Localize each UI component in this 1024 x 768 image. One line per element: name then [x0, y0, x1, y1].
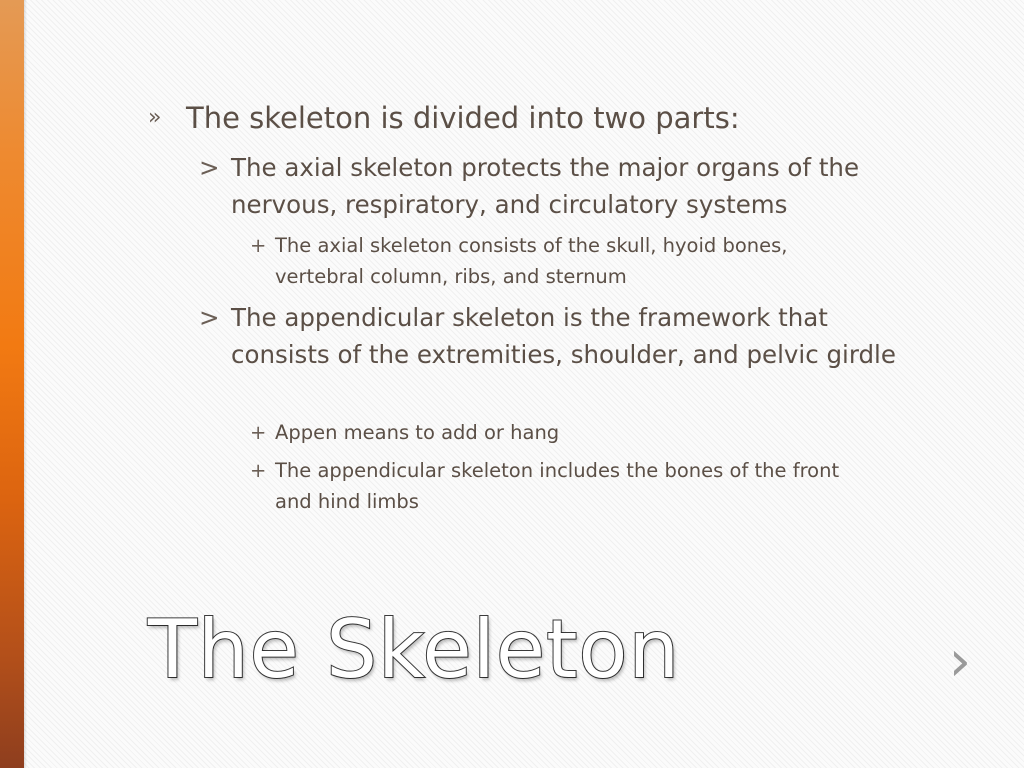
- bullet-text: The appendicular skeleton is the framework that consists of the extremities, shoulder, and pelvic girdle: [231, 303, 896, 369]
- bullet-marker: +: [250, 234, 267, 257]
- bullet-text: The skeleton is divided into two parts:: [186, 101, 740, 135]
- bullet-level3-appen-meaning: [250, 417, 855, 448]
- bullet-marker: +: [250, 421, 267, 444]
- bullet-marker: »: [148, 105, 162, 130]
- bullet-level1-skeleton-parts: [148, 100, 906, 136]
- chevron-right-icon: ›: [948, 629, 972, 694]
- bullet-level2-appendicular-skeleton: [199, 299, 921, 373]
- bullet-text: The appendicular skeleton includes the bones of the front and hind limbs: [275, 459, 840, 513]
- bullet-level3-axial-consists: [250, 230, 815, 292]
- bullet-marker: +: [250, 459, 267, 482]
- bullet-text: The axial skeleton protects the major organs of the nervous, respiratory, and circulatory systems: [231, 153, 860, 219]
- bullet-level2-axial-skeleton: [199, 149, 951, 223]
- bullet-text: Appen means to add or hang: [275, 421, 560, 444]
- slide-title: The Skeleton: [148, 603, 681, 696]
- bullet-marker: >: [199, 153, 220, 182]
- next-slide-button[interactable]: [940, 629, 980, 694]
- bullet-level3-appendicular-includes: [250, 455, 855, 517]
- bullet-marker: >: [199, 303, 220, 332]
- bullet-text: The axial skeleton consists of the skull, hyoid bones, vertebral column, ribs, and sternum: [275, 234, 788, 288]
